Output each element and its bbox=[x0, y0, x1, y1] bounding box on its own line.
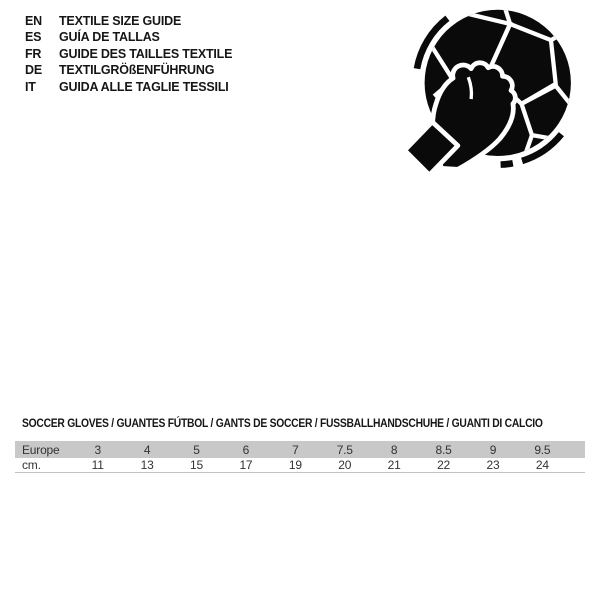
size-value: 8 bbox=[390, 442, 398, 457]
lang-code: FR bbox=[25, 46, 42, 61]
size-table-cm-row bbox=[15, 458, 585, 473]
cm-value: 15 bbox=[190, 458, 203, 472]
size-value: 7.5 bbox=[336, 442, 353, 457]
cm-value: 11 bbox=[91, 458, 104, 472]
row-label-cm: cm. bbox=[22, 458, 41, 472]
lang-row-en bbox=[25, 14, 232, 30]
size-value: 7 bbox=[292, 442, 299, 457]
cm-value: 19 bbox=[288, 458, 302, 472]
lang-label: GUIDE DES TAILLES TEXTILE bbox=[59, 46, 233, 61]
cm-value: 24 bbox=[535, 458, 549, 472]
size-table-header-row bbox=[15, 441, 585, 458]
row-label-europe: Europe bbox=[22, 442, 60, 457]
lang-code: ES bbox=[25, 30, 42, 45]
language-title-list bbox=[25, 14, 232, 96]
size-value: 5 bbox=[193, 442, 200, 457]
size-table bbox=[15, 441, 585, 473]
lang-code: EN bbox=[25, 14, 42, 28]
size-table-title: SOCCER GLOVES / GUANTES FÚTBOL / GANTS DE SOCCER / FUSSBALLHANDSCHUHE / GUANTI DI CALCIO bbox=[22, 416, 543, 430]
lang-row-fr bbox=[25, 47, 232, 63]
lang-row-de bbox=[25, 63, 232, 79]
lang-label: TEXTILGRÖßENFÜHRUNG bbox=[59, 63, 215, 78]
lang-row-es bbox=[25, 30, 232, 46]
cm-value: 13 bbox=[140, 458, 154, 472]
cm-value: 22 bbox=[437, 458, 451, 472]
lang-label: GUÍA DE TALLAS bbox=[59, 30, 160, 45]
lang-row-it bbox=[25, 80, 232, 96]
lang-label: TEXTILE SIZE GUIDE bbox=[59, 14, 182, 28]
goalkeeper-glove-icon bbox=[405, 63, 516, 175]
size-value: 8.5 bbox=[435, 442, 452, 457]
size-value: 4 bbox=[143, 442, 151, 457]
lang-label: GUIDA ALLE TAGLIE TESSILI bbox=[59, 79, 229, 94]
goalkeeper-glove-soccer-ball-icon bbox=[398, 5, 588, 195]
cm-value: 21 bbox=[387, 458, 401, 472]
glove-ball-svg bbox=[398, 5, 588, 195]
size-value: 9.5 bbox=[534, 442, 551, 457]
lang-code: DE bbox=[25, 63, 42, 78]
size-value: 6 bbox=[242, 442, 250, 457]
lang-code: IT bbox=[25, 79, 36, 94]
cm-value: 20 bbox=[338, 458, 352, 472]
cm-value: 17 bbox=[239, 458, 253, 472]
size-value: 9 bbox=[489, 442, 497, 457]
cm-value: 23 bbox=[486, 458, 500, 472]
size-value: 3 bbox=[94, 442, 101, 457]
